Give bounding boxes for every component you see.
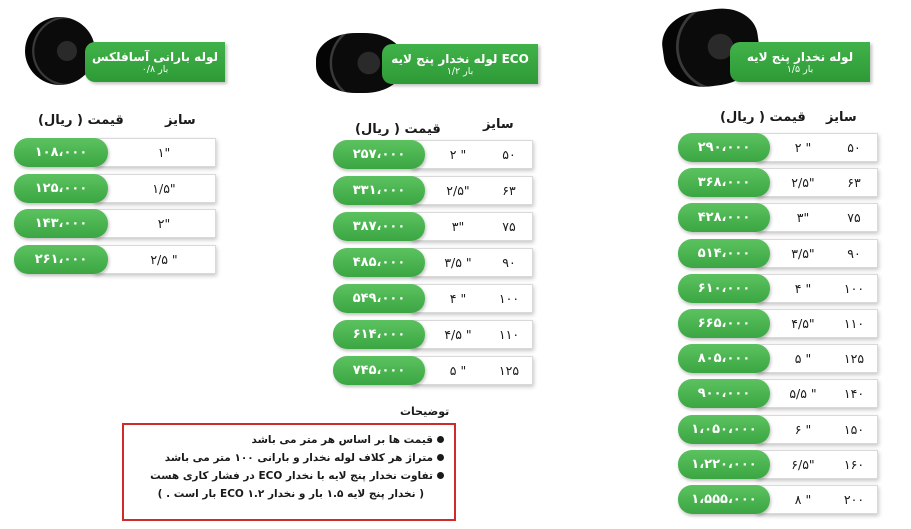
size-cell [94, 245, 216, 274]
price-row [333, 212, 533, 241]
size-cell [756, 485, 878, 514]
price-value: ۳۸۷،۰۰۰ [333, 212, 425, 241]
note-item [132, 431, 444, 449]
size-mm: ۱۴۰ [843, 386, 865, 402]
size-cell [411, 356, 533, 385]
size-inch: ۴ " [794, 280, 812, 296]
price-value: ۱۴۳،۰۰۰ [14, 209, 108, 238]
price-header: قیمت ( ریال) [355, 122, 441, 137]
size-mm: ۵۰ [847, 140, 861, 155]
size-mm: ۶۳ [847, 175, 861, 191]
size-cell [756, 379, 878, 408]
price-value: ۵۱۴،۰۰۰ [678, 239, 770, 268]
price-header: قیمت ( ریال) [720, 110, 806, 125]
price-value: ۳۳۱،۰۰۰ [333, 176, 425, 205]
product-pressure: ۰/۸ بار [141, 63, 169, 75]
price-value: ۱۲۵،۰۰۰ [14, 174, 108, 203]
size-cell [756, 239, 878, 268]
size-header: سایز [165, 113, 196, 128]
note-text: متراژ هر کلاف لوله نخدار و بارانی ۱۰۰ متر می باشد [164, 452, 433, 464]
price-value: ۶۱۴،۰۰۰ [333, 320, 425, 349]
price-row [14, 245, 216, 274]
price-row [333, 284, 533, 313]
size-cell [94, 174, 216, 203]
price-row [678, 344, 878, 373]
size-cell [411, 140, 533, 169]
size-inch: ۶/۵" [791, 456, 815, 472]
price-row [14, 174, 216, 203]
size-mm: ۶۳ [502, 183, 516, 198]
size-mm: ۱۰۰ [498, 291, 520, 306]
note-item [132, 485, 444, 503]
product-pressure: ۱/۵ بار [786, 63, 814, 75]
price-row [678, 133, 878, 162]
price-row [678, 203, 878, 232]
size-inch: ۳" [796, 210, 810, 226]
price-value: ۱،۵۵۵،۰۰۰ [678, 485, 770, 514]
price-row [678, 379, 878, 408]
size-mm: ۱۱۰ [843, 316, 865, 331]
notes-title: توضیحات [400, 405, 450, 418]
note-text: ( نخدار پنج لایه ۱.۵ بار و نخدار ECO ۱.۲ بار است . ) [157, 488, 424, 500]
price-row [333, 248, 533, 277]
size-cell [756, 415, 878, 444]
price-row [333, 356, 533, 385]
size-mm: ۱۲۵ [843, 351, 865, 367]
price-row [678, 485, 878, 514]
price-row [14, 209, 216, 238]
price-value: ۲۹۰،۰۰۰ [678, 133, 770, 162]
price-row [678, 239, 878, 268]
size-cell [94, 209, 216, 238]
size-mm: ۱۵۰ [843, 421, 865, 437]
size-header: سایز [483, 117, 514, 132]
price-value: ۹۰۰،۰۰۰ [678, 379, 770, 408]
price-row [333, 140, 533, 169]
size-inch: ۲ " [449, 147, 467, 162]
size-mm: ۹۰ [847, 245, 861, 261]
size-inch: ۳/۵" [791, 245, 815, 261]
size-inch: ۵ " [794, 351, 812, 367]
size-cell [756, 274, 878, 303]
price-value: ۴۲۸،۰۰۰ [678, 203, 770, 232]
price-header: قیمت ( ریال) [38, 113, 124, 128]
size-inch: ۵/۵ " [789, 386, 817, 402]
size-inch: ۶ " [794, 421, 812, 437]
size-mm: ۷۵ [502, 219, 516, 234]
size-mm: ۱۰۰ [843, 280, 865, 296]
price-value: ۶۱۰،۰۰۰ [678, 274, 770, 303]
size-inch: ۴/۵" [791, 316, 815, 331]
size-inch: ۲/۵ " [150, 251, 178, 267]
size-mm: ۱۶۰ [843, 456, 865, 472]
size-cell [411, 320, 533, 349]
product-banner [382, 44, 538, 84]
size-cell [411, 248, 533, 277]
size-inch: ۲/۵" [791, 175, 815, 191]
price-row [14, 138, 216, 167]
size-cell [756, 450, 878, 479]
size-cell [411, 212, 533, 241]
size-mm: ۱۱۰ [498, 327, 520, 342]
size-inch: ۲ " [794, 140, 812, 155]
size-mm: ۵۰ [502, 147, 516, 162]
price-value: ۱۰۸،۰۰۰ [14, 138, 108, 167]
price-row [678, 274, 878, 303]
size-inch: ۸ " [794, 492, 812, 507]
price-row [678, 450, 878, 479]
product-title: لوله نخدار پنج لایه ECO [391, 51, 529, 66]
price-row [678, 168, 878, 197]
size-mm: ۷۵ [847, 210, 861, 226]
price-value: ۲۵۷،۰۰۰ [333, 140, 425, 169]
product-title: لوله نخدار پنج لایه [746, 49, 854, 64]
size-inch: ۳/۵ " [444, 255, 472, 270]
price-value: ۶۶۵،۰۰۰ [678, 309, 770, 338]
price-row [678, 309, 878, 338]
product-banner [730, 42, 870, 82]
bullet-icon [437, 472, 444, 479]
note-text: تفاوت نخدار پنج لایه با نخدار ECO در فشار کاری هست [150, 470, 433, 482]
price-value: ۲۶۱،۰۰۰ [14, 245, 108, 274]
bullet-icon [437, 436, 444, 443]
size-header: سایز [826, 110, 857, 125]
size-mm: ۲۰۰ [843, 492, 865, 507]
size-mm: ۱۲۵ [498, 363, 520, 378]
note-item [132, 467, 444, 485]
size-cell [756, 309, 878, 338]
size-inch: ۴/۵ " [444, 327, 472, 342]
price-value: ۸۰۵،۰۰۰ [678, 344, 770, 373]
size-inch: ۴ " [449, 291, 467, 306]
price-value: ۵۴۹،۰۰۰ [333, 284, 425, 313]
size-cell [756, 168, 878, 197]
product-banner [85, 42, 225, 82]
size-cell [756, 344, 878, 373]
size-cell [756, 203, 878, 232]
product-pressure: ۱/۲ بار [446, 65, 474, 77]
notes-box [122, 423, 456, 521]
note-item [132, 449, 444, 467]
size-inch: ۲/۵" [446, 183, 470, 198]
size-cell [756, 133, 878, 162]
note-text: قیمت ها بر اساس هر متر می باشد [251, 434, 433, 446]
size-inch: ۱" [157, 145, 171, 160]
size-cell [411, 284, 533, 313]
price-row [678, 415, 878, 444]
price-value: ۱،۲۲۰،۰۰۰ [678, 450, 770, 479]
price-row [333, 320, 533, 349]
price-value: ۳۶۸،۰۰۰ [678, 168, 770, 197]
size-inch: ۳" [451, 219, 465, 234]
size-inch: ۱/۵" [152, 180, 176, 196]
size-mm: ۹۰ [502, 255, 516, 270]
size-cell [411, 176, 533, 205]
size-inch: ۲" [157, 216, 171, 231]
price-value: ۷۴۵،۰۰۰ [333, 356, 425, 385]
product-title: لوله بارانی آسافلکس [92, 49, 218, 64]
price-value: ۴۸۵،۰۰۰ [333, 248, 425, 277]
price-value: ۱،۰۵۰،۰۰۰ [678, 415, 770, 444]
bullet-icon [437, 454, 444, 461]
price-row [333, 176, 533, 205]
size-cell [94, 138, 216, 167]
size-inch: ۵ " [449, 363, 467, 378]
